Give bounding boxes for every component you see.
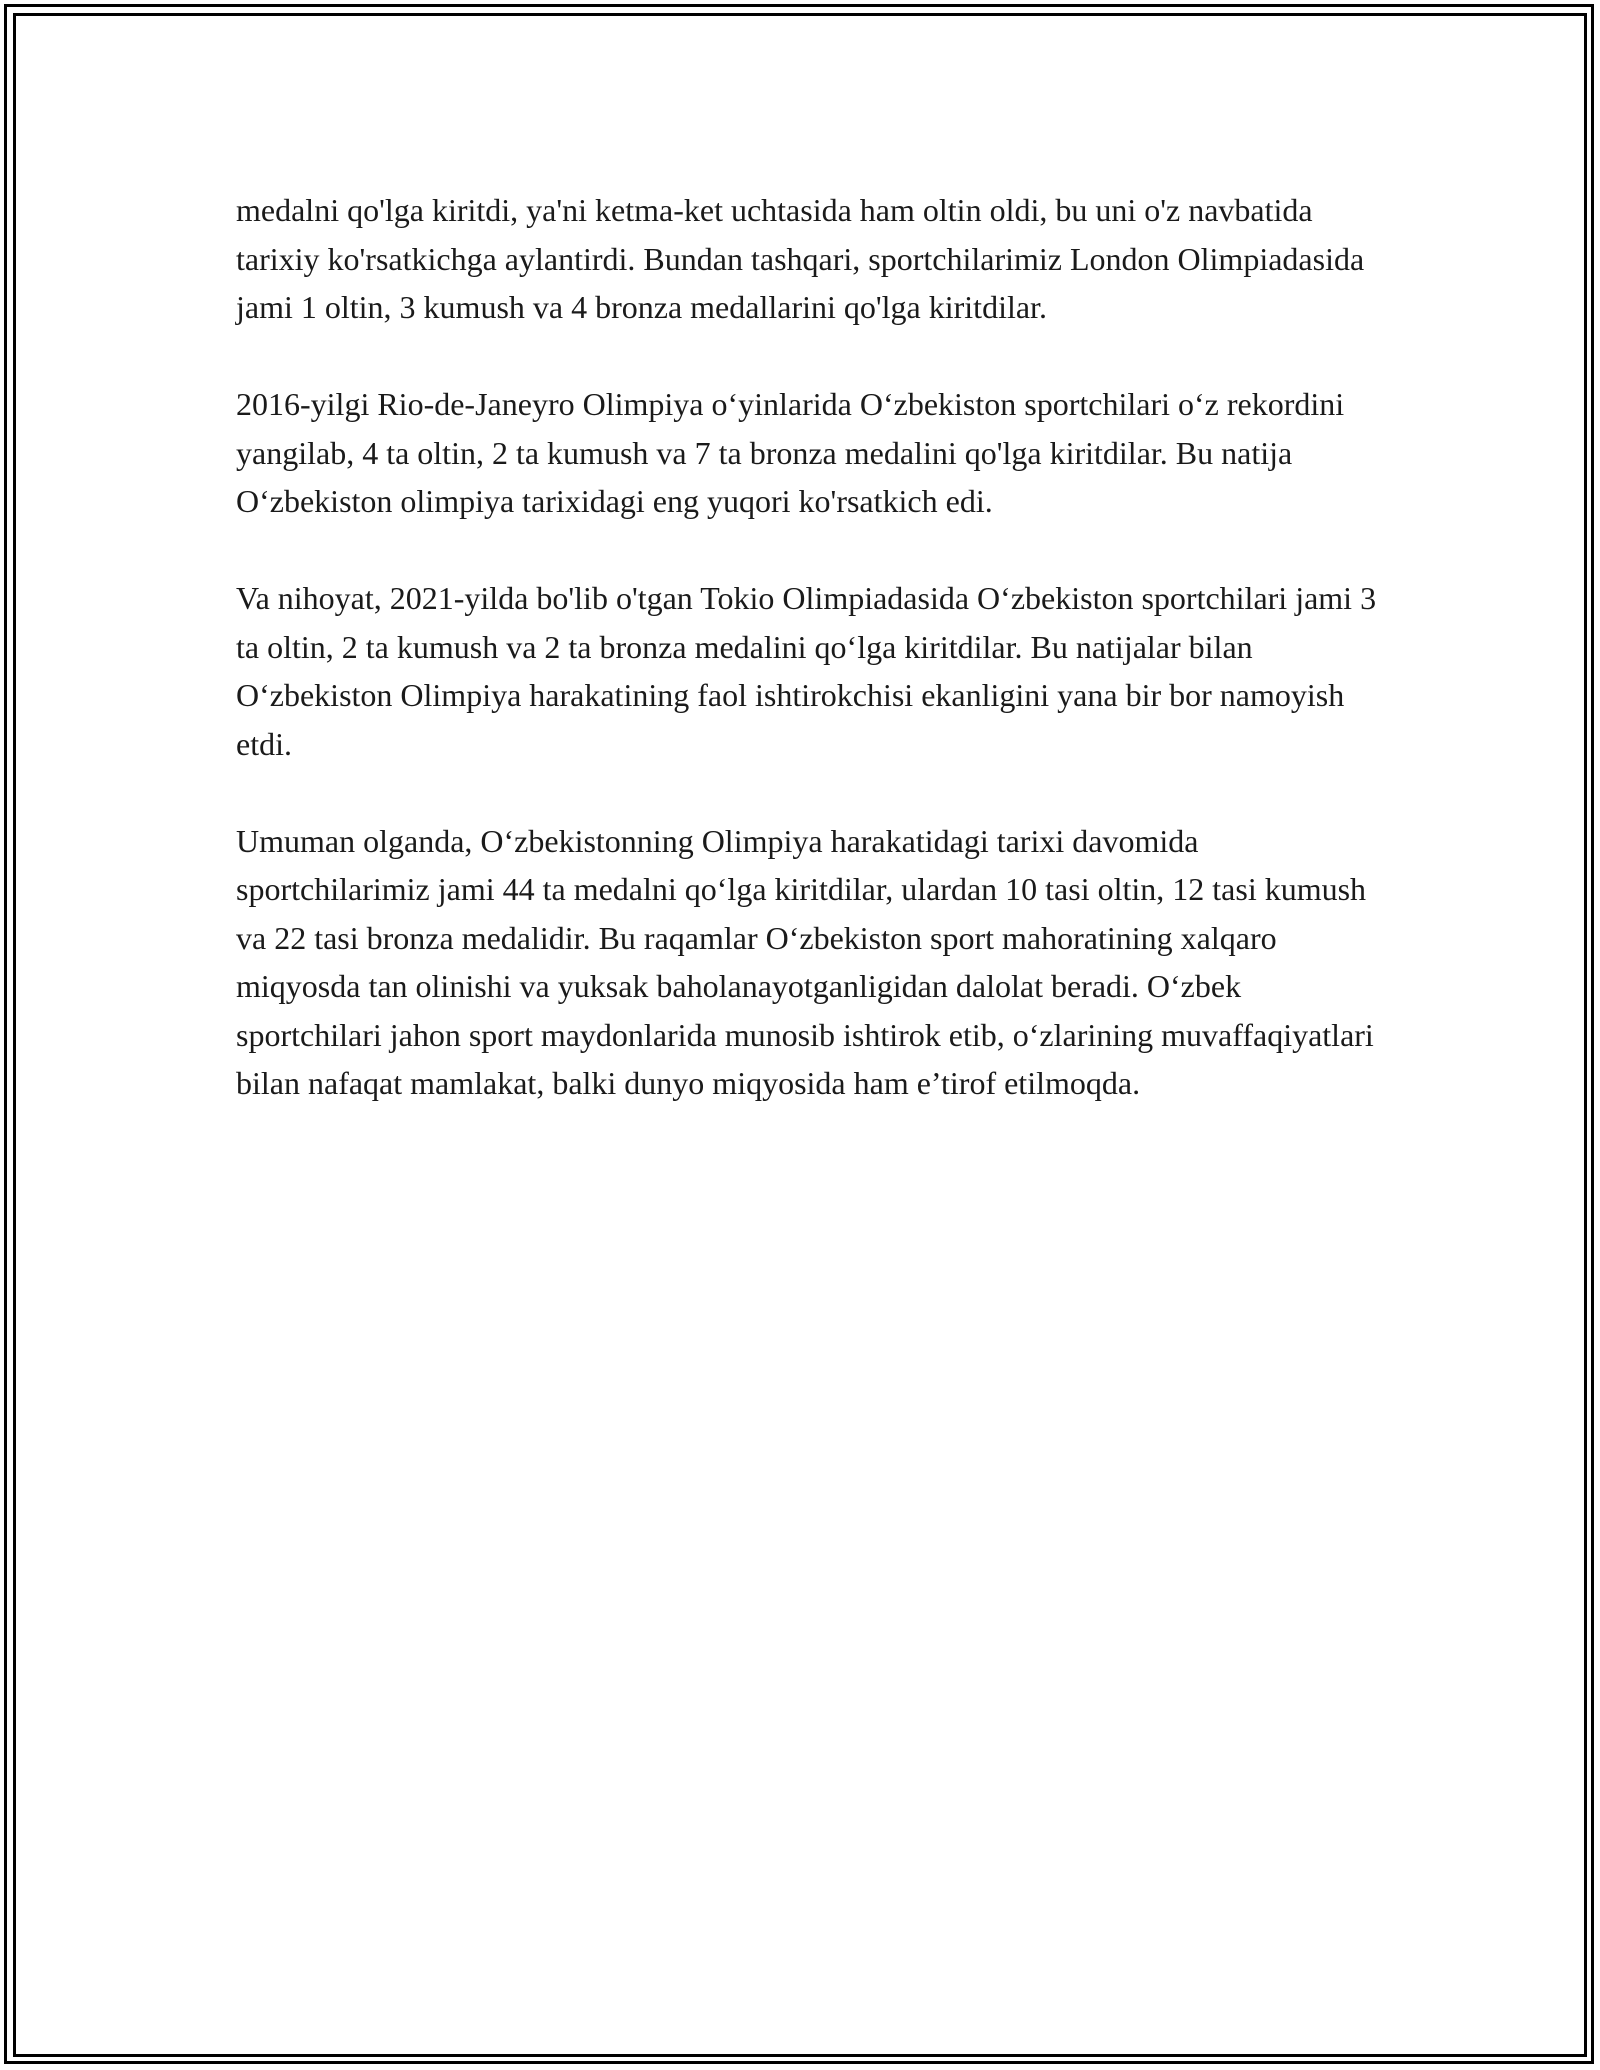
paragraph-tokyo-olympics: Va nihoyat, 2021-yilda bo'lib o'tgan Tokio Olimpiadasida O‘zbekiston sportchilari jami 3 ta oltin, 2 ta kumush va 2 ta bronza medalini qo‘lga kiritdilar. Bu natijalar bilan O‘zbekiston Olimpiya harakatining faol ishtirokchisi ekanligini yana bir bor namoyish etdi.: [236, 580, 1377, 762]
paragraph-summary: Umuman olganda, O‘zbekistonning Olimpiya harakatidagi tarixi davomida sportchilarimiz jami 44 ta medalni qo‘lga kiritdilar, ulardan 10 tasi oltin, 12 tasi kumush va 22 tasi bronza medalidir. Bu raqamlar O‘zbekiston sport mahoratining xalqaro miqyosda tan olinishi va yuksak baholanayotganligidan dalolat beradi. O‘zbek sportchilari jahon sport maydonlarida munosib ishtirok etib, o‘zlarining muvaffaqiyatlari bilan nafaqat mamlakat, balki dunyo miqyosida ham e’tirof etilmoqda.: [236, 822, 1374, 1101]
document-body: [236, 186, 1386, 1108]
paragraph-london-olympics: medalni qo'lga kiritdi, ya'ni ketma-ket uchtasida ham oltin oldi, bu uni o'z navbatida tarixiy ko'rsatkichga aylantirdi. Bundan tashqari, sportchilarimiz London Olimpiadasida jami 1 oltin, 3 kumush va 4 bronza medallarini qo'lga kiritdilar.: [236, 192, 1365, 325]
paragraph-rio-olympics: 2016-yilgi Rio-de-Janeyro Olimpiya o‘yinlarida O‘zbekiston sportchilari o‘z rekordini yangilab, 4 ta oltin, 2 ta kumush va 7 ta bronza medalini qo'lga kiritdilar. Bu natija O‘zbekiston olimpiya tarixidagi eng yuqori ko'rsatkich edi.: [236, 386, 1345, 519]
